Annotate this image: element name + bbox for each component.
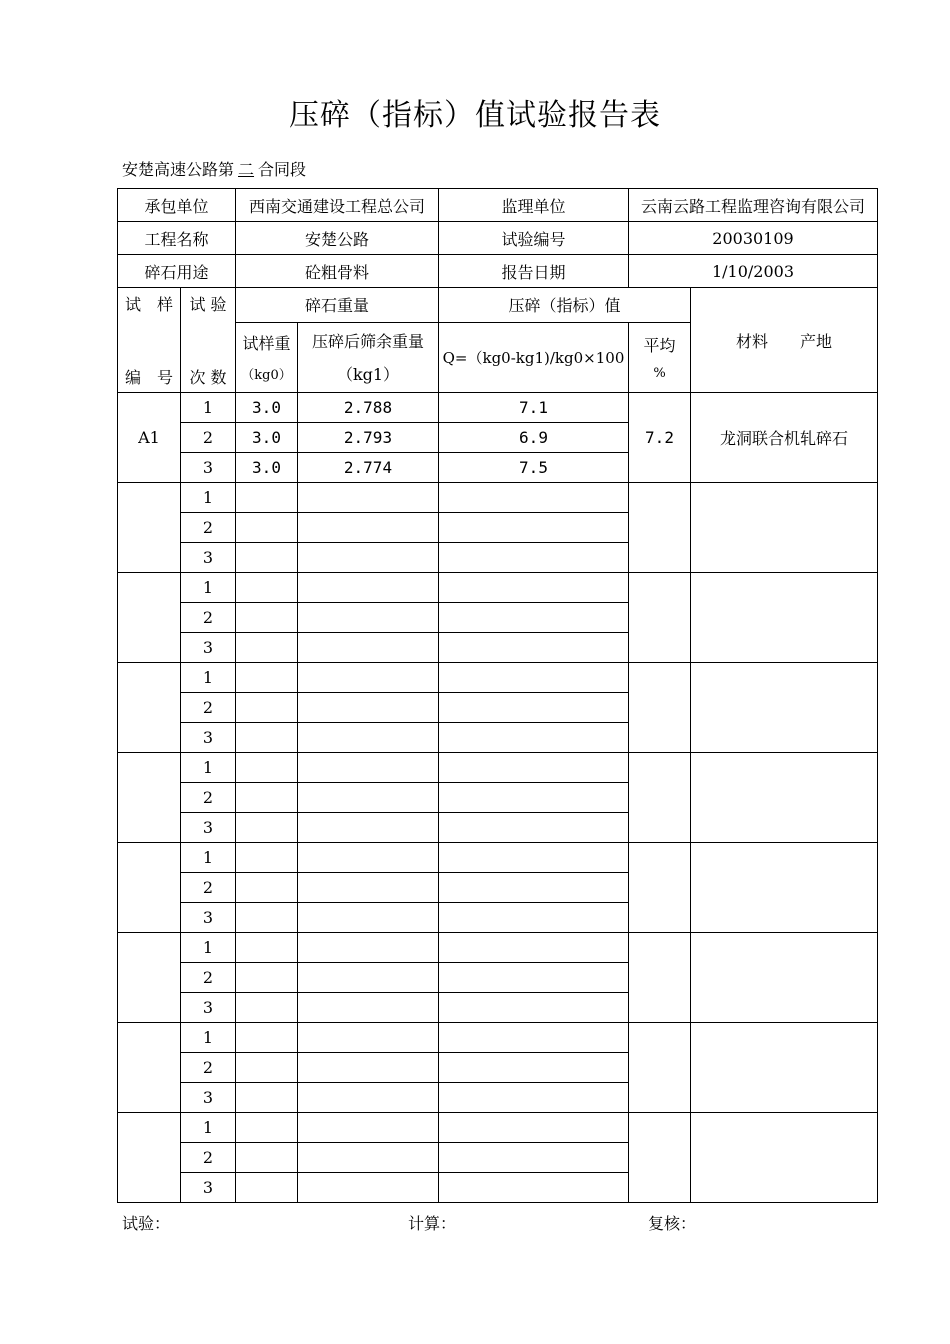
crush-value bbox=[439, 513, 629, 543]
residual-weight bbox=[298, 603, 439, 633]
crush-group-header: 压碎（指标）值 bbox=[439, 288, 691, 323]
residual-weight bbox=[298, 573, 439, 603]
w0-unit: （kg0） bbox=[241, 368, 292, 384]
table-row bbox=[118, 573, 878, 603]
test-number: 1 bbox=[181, 483, 236, 513]
avg-label: 平均 bbox=[643, 336, 676, 356]
residual-weight bbox=[298, 723, 439, 753]
report-table bbox=[117, 188, 878, 1203]
sample-weight bbox=[236, 573, 298, 603]
material-origin: 龙洞联合机轧碎石 bbox=[691, 393, 878, 483]
crush-value bbox=[439, 483, 629, 513]
residual-weight bbox=[298, 843, 439, 873]
crush-value: 7.1 bbox=[439, 393, 629, 423]
w1-label: 压碎后筛余重量 bbox=[311, 332, 424, 352]
residual-weight: 2.793 bbox=[298, 423, 439, 453]
crush-value bbox=[439, 1173, 629, 1203]
average-value: 7.2 bbox=[629, 393, 691, 483]
material-origin bbox=[691, 663, 878, 753]
sample-weight bbox=[236, 483, 298, 513]
test-number: 1 bbox=[181, 933, 236, 963]
residual-weight bbox=[298, 1053, 439, 1083]
average-value bbox=[629, 933, 691, 1023]
crush-value bbox=[439, 1113, 629, 1143]
crush-value: 7.5 bbox=[439, 453, 629, 483]
test-count-bottom: 次 数 bbox=[189, 368, 227, 387]
average-value bbox=[629, 843, 691, 933]
sample-id: A1 bbox=[118, 393, 181, 483]
test-number: 1 bbox=[181, 843, 236, 873]
weight-group-header: 碎石重量 bbox=[236, 288, 439, 323]
sample-weight bbox=[236, 753, 298, 783]
test-number: 2 bbox=[181, 423, 236, 453]
crush-value bbox=[439, 753, 629, 783]
residual-weight bbox=[298, 1143, 439, 1173]
residual-weight bbox=[298, 513, 439, 543]
test-number: 3 bbox=[181, 1173, 236, 1203]
footer-test: 试验： bbox=[122, 1214, 171, 1233]
sample-weight bbox=[236, 663, 298, 693]
info-row-3 bbox=[118, 255, 878, 288]
test-number: 3 bbox=[181, 993, 236, 1023]
residual-weight bbox=[298, 1113, 439, 1143]
residual-weight bbox=[298, 963, 439, 993]
contractor-value: 西南交通建设工程总公司 bbox=[236, 189, 439, 222]
crush-value: 6.9 bbox=[439, 423, 629, 453]
crush-value bbox=[439, 1023, 629, 1053]
crush-value bbox=[439, 663, 629, 693]
residual-weight bbox=[298, 1023, 439, 1053]
sample-weight bbox=[236, 633, 298, 663]
sample-weight bbox=[236, 513, 298, 543]
crush-value bbox=[439, 963, 629, 993]
residual-weight bbox=[298, 693, 439, 723]
test-number: 3 bbox=[181, 723, 236, 753]
test-number: 2 bbox=[181, 963, 236, 993]
residual-weight bbox=[298, 663, 439, 693]
residual-weight bbox=[298, 483, 439, 513]
sample-id bbox=[118, 573, 181, 663]
material-origin bbox=[691, 1023, 878, 1113]
sample-id bbox=[118, 1023, 181, 1113]
header-row-1 bbox=[118, 288, 878, 323]
test-number: 2 bbox=[181, 783, 236, 813]
crush-value bbox=[439, 993, 629, 1023]
table-row bbox=[118, 753, 878, 783]
contractor-label: 承包单位 bbox=[118, 189, 236, 222]
footer-calc: 计算： bbox=[408, 1214, 457, 1233]
sample-weight bbox=[236, 813, 298, 843]
project-prefix: 安楚高速公路第 bbox=[122, 160, 235, 179]
sample-weight bbox=[236, 1173, 298, 1203]
test-number: 3 bbox=[181, 813, 236, 843]
sample-weight bbox=[236, 933, 298, 963]
test-number: 1 bbox=[181, 663, 236, 693]
residual-weight bbox=[298, 873, 439, 903]
average-value bbox=[629, 1113, 691, 1203]
residual-weight bbox=[298, 933, 439, 963]
report-date-label: 报告日期 bbox=[439, 255, 629, 288]
test-number: 2 bbox=[181, 603, 236, 633]
sample-no-bottom: 编 号 bbox=[124, 368, 173, 387]
test-number: 3 bbox=[181, 1083, 236, 1113]
test-number: 3 bbox=[181, 453, 236, 483]
test-number: 1 bbox=[181, 1023, 236, 1053]
supervisor-label: 监理单位 bbox=[439, 189, 629, 222]
material-origin bbox=[691, 483, 878, 573]
average-value bbox=[629, 1023, 691, 1113]
test-number: 1 bbox=[181, 753, 236, 783]
sample-weight bbox=[236, 543, 298, 573]
sample-weight bbox=[236, 873, 298, 903]
formula-header: Q=（kg0-kg1)/kg0×100 bbox=[439, 322, 629, 392]
test-number: 2 bbox=[181, 873, 236, 903]
table-row bbox=[118, 393, 878, 423]
test-number: 2 bbox=[181, 1053, 236, 1083]
crush-value bbox=[439, 573, 629, 603]
residual-weight bbox=[298, 753, 439, 783]
report-date-value: 1/10/2003 bbox=[629, 255, 878, 288]
test-number: 1 bbox=[181, 573, 236, 603]
crush-value bbox=[439, 1083, 629, 1113]
material-origin bbox=[691, 843, 878, 933]
sample-weight bbox=[236, 903, 298, 933]
residual-weight bbox=[298, 1173, 439, 1203]
sample-id bbox=[118, 483, 181, 573]
crush-value bbox=[439, 633, 629, 663]
sample-weight bbox=[236, 963, 298, 993]
origin-header: 材料 产地 bbox=[691, 288, 878, 393]
material-origin bbox=[691, 1113, 878, 1203]
crush-value bbox=[439, 813, 629, 843]
sample-no-top: 试 样 bbox=[124, 295, 173, 314]
average-value bbox=[629, 573, 691, 663]
test-number: 2 bbox=[181, 1143, 236, 1173]
material-origin bbox=[691, 753, 878, 843]
material-origin bbox=[691, 573, 878, 663]
table-row bbox=[118, 663, 878, 693]
sample-id bbox=[118, 933, 181, 1023]
usage-value: 砼粗骨料 bbox=[236, 255, 439, 288]
table-row bbox=[118, 843, 878, 873]
sample-weight bbox=[236, 1083, 298, 1113]
info-row-2 bbox=[118, 222, 878, 255]
crush-value bbox=[439, 723, 629, 753]
sample-no-header bbox=[118, 288, 181, 393]
test-no-value: 20030109 bbox=[629, 222, 878, 255]
test-number: 1 bbox=[181, 1113, 236, 1143]
table-row bbox=[118, 483, 878, 513]
sample-weight bbox=[236, 1113, 298, 1143]
project-name-value: 安楚公路 bbox=[236, 222, 439, 255]
average-value bbox=[629, 663, 691, 753]
crush-value bbox=[439, 933, 629, 963]
test-number: 2 bbox=[181, 513, 236, 543]
table-row bbox=[118, 1113, 878, 1143]
contract-section: 二 bbox=[238, 160, 255, 179]
sample-id bbox=[118, 843, 181, 933]
crush-value bbox=[439, 873, 629, 903]
sample-id bbox=[118, 663, 181, 753]
test-no-label: 试验编号 bbox=[439, 222, 629, 255]
average-value bbox=[629, 753, 691, 843]
supervisor-value: 云南云路工程监理咨询有限公司 bbox=[629, 189, 878, 222]
sample-weight bbox=[236, 993, 298, 1023]
sample-weight bbox=[236, 1023, 298, 1053]
crush-value bbox=[439, 783, 629, 813]
usage-label: 碎石用途 bbox=[118, 255, 236, 288]
material-origin bbox=[691, 933, 878, 1023]
test-number: 1 bbox=[181, 393, 236, 423]
project-name-label: 工程名称 bbox=[118, 222, 236, 255]
w1-unit: （kg1） bbox=[336, 365, 400, 385]
residual-weight bbox=[298, 993, 439, 1023]
footer-review: 复核： bbox=[648, 1214, 697, 1233]
avg-header bbox=[629, 322, 691, 392]
residual-weight bbox=[298, 813, 439, 843]
residual-weight bbox=[298, 903, 439, 933]
residual-weight bbox=[298, 633, 439, 663]
test-number: 2 bbox=[181, 693, 236, 723]
crush-value bbox=[439, 1053, 629, 1083]
sample-weight bbox=[236, 723, 298, 753]
sample-weight bbox=[236, 843, 298, 873]
sample-weight bbox=[236, 603, 298, 633]
crush-value bbox=[439, 1143, 629, 1173]
w1-header bbox=[298, 322, 439, 392]
crush-value bbox=[439, 603, 629, 633]
sample-weight bbox=[236, 1143, 298, 1173]
test-number: 3 bbox=[181, 543, 236, 573]
test-count-header bbox=[181, 288, 236, 393]
residual-weight bbox=[298, 1083, 439, 1113]
table-row bbox=[118, 933, 878, 963]
residual-weight: 2.788 bbox=[298, 393, 439, 423]
sample-weight: 3.0 bbox=[236, 393, 298, 423]
test-number: 3 bbox=[181, 903, 236, 933]
w0-label: 试样重 bbox=[242, 334, 291, 354]
info-row-1 bbox=[118, 189, 878, 222]
sample-id bbox=[118, 753, 181, 843]
average-value bbox=[629, 483, 691, 573]
report-title: 压碎（指标）值试验报告表 bbox=[289, 98, 661, 133]
sample-id bbox=[118, 1113, 181, 1203]
sample-weight: 3.0 bbox=[236, 453, 298, 483]
crush-value bbox=[439, 903, 629, 933]
avg-unit: % bbox=[653, 366, 666, 382]
residual-weight bbox=[298, 783, 439, 813]
crush-value bbox=[439, 543, 629, 573]
residual-weight bbox=[298, 543, 439, 573]
test-number: 3 bbox=[181, 633, 236, 663]
residual-weight: 2.774 bbox=[298, 453, 439, 483]
sample-weight bbox=[236, 693, 298, 723]
table-row bbox=[118, 1023, 878, 1053]
crush-value bbox=[439, 693, 629, 723]
sample-weight bbox=[236, 1053, 298, 1083]
test-count-top: 试 验 bbox=[189, 295, 227, 314]
sample-weight: 3.0 bbox=[236, 423, 298, 453]
sample-weight bbox=[236, 783, 298, 813]
project-line bbox=[122, 157, 306, 180]
project-suffix: 合同段 bbox=[258, 160, 307, 179]
w0-header bbox=[236, 322, 298, 392]
crush-value bbox=[439, 843, 629, 873]
